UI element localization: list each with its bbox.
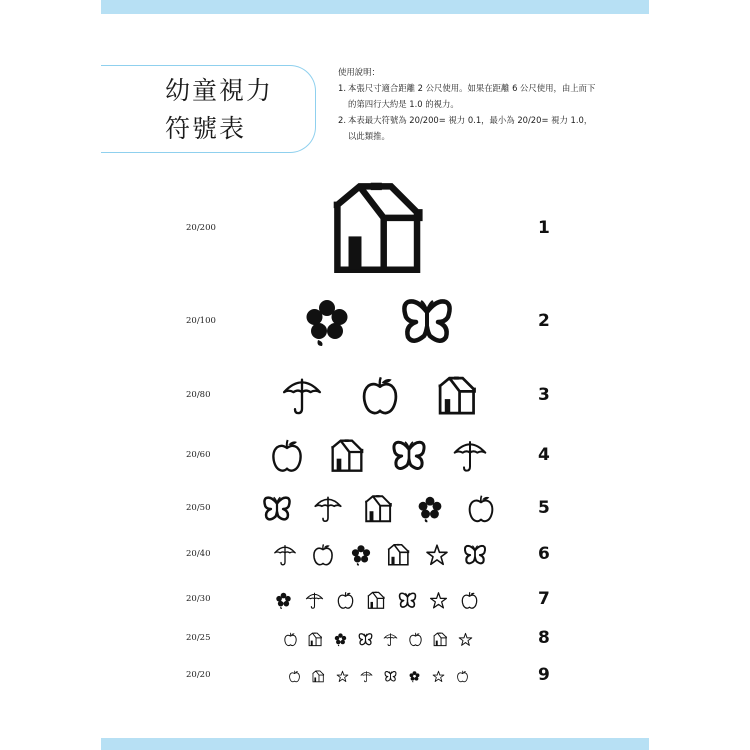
star-icon — [432, 670, 445, 683]
acuity-label: 20/20 — [186, 670, 211, 680]
umbrella-icon — [360, 670, 373, 683]
acuity-label: 20/50 — [186, 503, 211, 513]
umbrella-icon — [281, 375, 323, 417]
apple-icon — [288, 670, 301, 683]
instruction-text: 本表最大符號為 20/200= 視力 0.1，最小為 20/20= 視力 1.0，以此類推。 — [348, 115, 593, 141]
house-icon — [433, 632, 448, 647]
umbrella-icon — [452, 438, 488, 474]
butterfly-icon — [384, 670, 397, 683]
apple-icon — [408, 632, 423, 647]
star-icon — [425, 543, 449, 567]
instruction-item — [338, 112, 598, 144]
butterfly-icon — [398, 591, 417, 610]
instruction-text: 本張尺寸適合距離 2 公尺使用。如果在距離 6 公尺使用，由上而下的第四行大約是 1.0 的視力。 — [348, 83, 596, 109]
row-number: 8 — [538, 628, 550, 648]
acuity-label: 20/80 — [186, 390, 211, 400]
house-icon — [387, 543, 411, 567]
umbrella-icon — [313, 494, 343, 524]
flower-icon — [349, 543, 373, 567]
flower-icon — [415, 494, 445, 524]
house-icon — [367, 591, 386, 610]
star-icon — [458, 632, 473, 647]
umbrella-icon — [305, 591, 324, 610]
row-number: 3 — [538, 385, 550, 405]
star-icon — [429, 591, 448, 610]
row-number: 2 — [538, 311, 550, 331]
row-number: 9 — [538, 665, 550, 685]
row-number: 1 — [538, 218, 550, 238]
apple-icon — [466, 494, 496, 524]
umbrella-icon — [383, 632, 398, 647]
apple-icon — [283, 632, 298, 647]
house-icon — [312, 670, 325, 683]
instructions-heading: 使用說明： — [338, 67, 380, 77]
house-icon — [437, 375, 479, 417]
row-number: 7 — [538, 589, 550, 609]
apple-icon — [359, 375, 401, 417]
apple-icon — [311, 543, 335, 567]
acuity-label: 20/40 — [186, 549, 211, 559]
apple-icon — [336, 591, 355, 610]
row-number: 4 — [538, 445, 550, 465]
usage-instructions — [338, 64, 598, 144]
butterfly-icon — [358, 632, 373, 647]
flower-icon — [300, 295, 354, 349]
top-color-band — [101, 0, 649, 14]
apple-icon — [456, 670, 469, 683]
butterfly-icon — [463, 543, 487, 567]
acuity-label: 20/60 — [186, 450, 211, 460]
umbrella-icon — [273, 543, 297, 567]
butterfly-icon — [262, 494, 292, 524]
acuity-label: 20/100 — [186, 316, 216, 326]
acuity-label: 20/200 — [186, 223, 216, 233]
butterfly-icon — [391, 438, 427, 474]
instruction-number: 2. — [338, 115, 346, 125]
flower-icon — [408, 670, 421, 683]
row-number: 5 — [538, 498, 550, 518]
acuity-label: 20/25 — [186, 633, 211, 643]
bottom-color-band — [101, 738, 649, 750]
apple-icon — [269, 438, 305, 474]
butterfly-icon — [400, 295, 454, 349]
acuity-label: 20/30 — [186, 594, 211, 604]
page-title: 幼童視力 符號表 — [165, 76, 274, 143]
house-icon — [330, 438, 366, 474]
house-icon — [330, 179, 430, 279]
house-icon — [308, 632, 323, 647]
star-icon — [336, 670, 349, 683]
flower-icon — [333, 632, 348, 647]
apple-icon — [460, 591, 479, 610]
instruction-item — [338, 80, 598, 112]
house-icon — [364, 494, 394, 524]
row-number: 6 — [538, 544, 550, 564]
instruction-number: 1. — [338, 83, 346, 93]
flower-icon — [274, 591, 293, 610]
